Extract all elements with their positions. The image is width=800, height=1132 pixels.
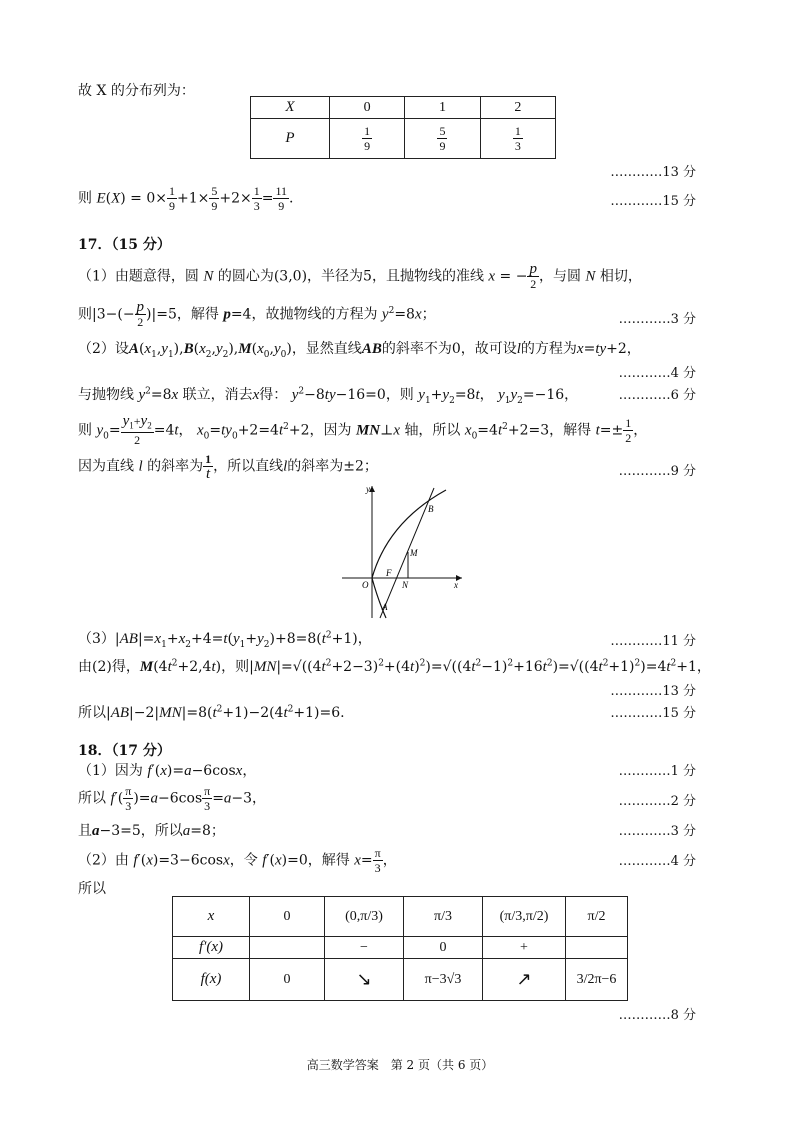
mono-x-pi3: π/3: [404, 897, 483, 937]
parabola-graph: [338, 482, 468, 622]
q18-line5: 所以: [78, 881, 106, 897]
mono-f-0: 0: [250, 959, 325, 1001]
q18-line2: 所以 f′( $\frac{\pi}{3}$ )=a−6cos $\frac{\pi}{3}$ =a−3，: [78, 784, 267, 813]
score-2: …………2 分: [618, 794, 696, 809]
expectation-line: 则 E(X) = 0× $\frac{1}{9}$ +1× $\frac{5}{9}$ +2× $\frac{1}{3}$ = $\frac{11}{9}$ .: [78, 184, 294, 213]
score-9: …………9 分: [618, 464, 696, 479]
q17-line9: 所以$|AB|-2|MN|=8(t^2+1)-2(4t^2+1)=6$.: [78, 704, 345, 721]
mono-fp-2: 0: [404, 937, 483, 959]
mono-fp-1: −: [325, 937, 404, 959]
score-3b: …………3 分: [618, 824, 696, 839]
mono-x-interval2: (π/3,π/2): [483, 897, 566, 937]
dist-intro: 故 X 的分布列为：: [78, 83, 195, 99]
label-f: F: [386, 568, 392, 578]
q17-line3: （2）设$A(x_1,y_1),B(x_2,y_2),M(x_0,y_0)$，显然直线AB的斜率不为0，故可设l的方程为x=ty+2，: [78, 341, 641, 360]
q17-line2: 则|3−(− $\frac{p}{2}$ )|=5，解得 p=4，故抛物线的方程为 $y^2=8x$；: [78, 299, 436, 329]
score-3a: …………3 分: [618, 312, 696, 327]
q17-line8: 由(2)得，$M(4t^2+2,4t)$，则$|MN|=√((4t^2+2-3)^2+(4t)^2)=√((4t^2-1)^2+16t^2)=√((4t^2+1)^2)=4t^2+1$，: [78, 658, 711, 675]
q17-line6: 因为直线 l 的斜率为 $\frac{1}{t}$ ，所以直线l的斜率为±2；: [78, 452, 378, 482]
mono-f-min: π−3√3: [404, 959, 483, 1001]
score-1: …………1 分: [618, 764, 696, 779]
mono-fp-label: f′(x): [173, 937, 250, 959]
dist-header-1: 1: [405, 97, 480, 119]
dist-p-label: P: [251, 119, 330, 159]
q18-header: 18．（17 分）: [78, 743, 171, 759]
mono-x-interval1: (0,π/3): [325, 897, 404, 937]
score-6: …………6 分: [618, 388, 696, 403]
score-11: …………11 分: [610, 634, 696, 649]
q17-header: 17．（15 分）: [78, 237, 171, 253]
score-4b: …………4 分: [618, 854, 696, 869]
q17-line5: 则 $y_0=$ $\frac{y_1+y_2}{2}$ =4t， $x_0=ty_0+2=4t^2+2$，因为 MN⊥x 轴，所以 $x_0=4t^2+2=3$，解得 t=± $\frac{1}{2}$ ，: [78, 413, 648, 448]
mono-f-end: 3/2π−6: [566, 959, 628, 1001]
score-13a: …………13 分: [610, 165, 696, 180]
label-m: M: [410, 548, 418, 558]
q17-line7: $(3)|AB|=x_1+x_2+4=t(y_1+y_2)+8=8(t^2+1)$，: [78, 630, 372, 650]
dist-prob-1: $\frac{5}{9}$: [405, 119, 480, 159]
q18-line3: 且a−3=5，所以a=8；: [78, 823, 225, 839]
dist-prob-2: $\frac{1}{3}$: [480, 119, 555, 159]
label-a: A: [382, 602, 388, 612]
q18-line1: （1）因为 f′(x)=a−6cosx，: [78, 763, 257, 779]
mono-x-0: 0: [250, 897, 325, 937]
monotonicity-table: [172, 896, 628, 1001]
score-4a: …………4 分: [618, 366, 696, 381]
mono-x-pi2: π/2: [566, 897, 628, 937]
q17-line4: 与抛物线 $y^2=8x$ 联立，消去x得： $y^2-8ty-16=0$，则 $y_1+y_2=8t$， $y_1y_2=-16$，: [78, 386, 579, 406]
q17-line1: （1）由题意得，圆 N 的圆心为(3,0)，半径为5，且抛物线的准线 x = − $\frac{p}{2}$ ，与圆 N 相切，: [78, 261, 642, 291]
q18-line4: （2）由 f′(x)=3−6cosx，令 f′(x)=0，解得 x= $\frac{\pi}{3}$ ，: [78, 846, 397, 875]
score-15a: …………15 分: [610, 194, 696, 209]
label-x: x: [454, 580, 458, 590]
label-y: y: [366, 484, 370, 494]
dist-prob-0: $\frac{1}{9}$: [330, 119, 405, 159]
dist-header-2: 2: [480, 97, 555, 119]
mono-f-label: f(x): [173, 959, 250, 1001]
mono-fp-0: [250, 937, 325, 959]
distribution-table: [250, 96, 556, 159]
dist-header-0: 0: [330, 97, 405, 119]
score-13b: …………13 分: [610, 684, 696, 699]
page-footer: 高三数学答案 第 2 页（共 6 页）: [306, 1058, 494, 1072]
label-b: B: [428, 504, 434, 514]
label-n: N: [402, 580, 409, 590]
mono-f-inc: ↗: [483, 959, 566, 1001]
score-15b: …………15 分: [610, 706, 696, 721]
mono-x-label: x: [173, 897, 250, 937]
mono-fp-3: +: [483, 937, 566, 959]
score-8: …………8 分: [618, 1008, 696, 1023]
label-o: O: [362, 580, 369, 590]
mono-f-dec: ↘: [325, 959, 404, 1001]
dist-header-x: X: [251, 97, 330, 119]
mono-fp-4: [566, 937, 628, 959]
